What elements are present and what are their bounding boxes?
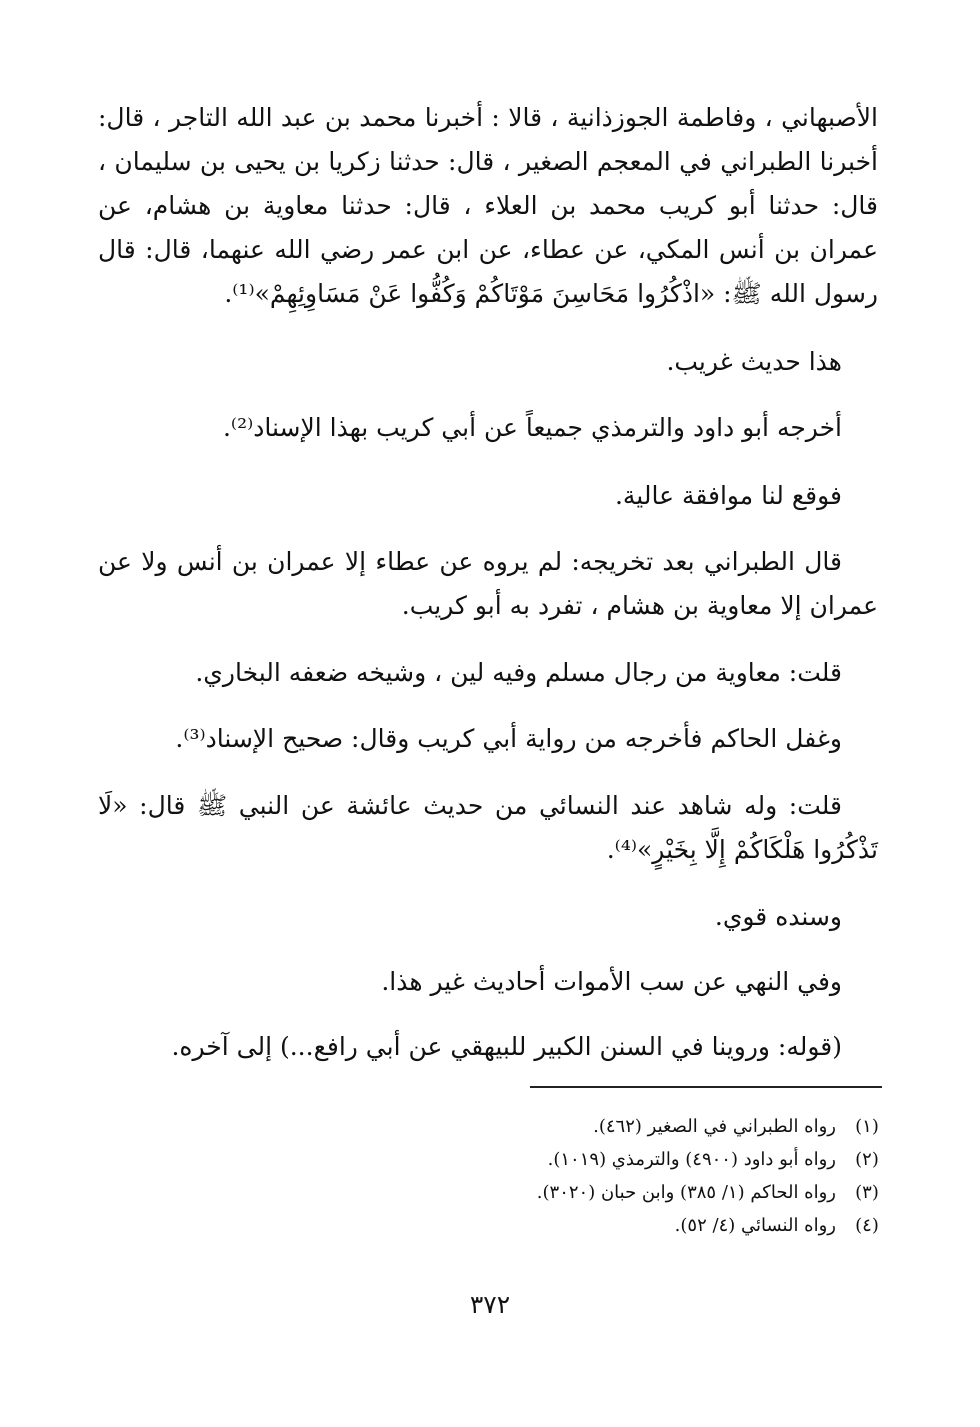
main-text-7 (98, 717, 878, 761)
footnote-text: رواه النسائي (٤/ ٥٢). (674, 1215, 836, 1236)
footnote-text: رواه أبو داود (٤٩٠٠) والترمذي (١٠١٩). (547, 1149, 836, 1170)
paragraph-sanad: وسنده قوي. (714, 902, 842, 931)
main-text-6 (98, 651, 878, 695)
footnote-number: (١) (855, 1116, 879, 1137)
paragraph-hakim: وغفل الحاكم فأخرجه من رواية أبي كريب وقال: صحيح الإسناد⁽³⁾. (175, 724, 842, 753)
footnote-item (300, 1209, 882, 1242)
footnote-item (300, 1110, 882, 1143)
paragraph-isnad: الأصبهاني ، وفاطمة الجوزذانية ، قالا : أخبرنا محمد بن عبد الله التاجر ، قال: أخبرنا الطبراني في المعجم الصغير ، قال: حدثنا زكريا بن يحيى بن سليمان ، قال: حدثنا أبو كريب محمد بن العلاء ، قال: حدثنا معاوية بن هشام، عن عمران بن أنس المكي، عن عطاء، عن ابن عمر رضي الله عنهما، قال: قال رسول الله ﷺ: «اذْكُرُوا مَحَاسِنَ مَوْتَاكُمْ وَكُفُّوا عَنْ مَسَاوِئِهِمْ»⁽¹⁾. (98, 103, 879, 308)
main-text-9 (98, 895, 878, 939)
paragraph-muwafaqa: فوقع لنا موافقة عالية. (614, 481, 842, 510)
paragraph-shahid: قلت: وله شاهد عند النسائي من حديث عائشة عن النبي ﷺ قال: «لَا تَذْكُرُوا هَلْكَاكُمْ إِلَّا بِخَيْرٍ»⁽⁴⁾. (98, 791, 878, 864)
main-text-10 (98, 960, 878, 1004)
page-number: ٣٧٢ (469, 1290, 511, 1319)
main-text-5 (98, 540, 878, 628)
footnote-item (300, 1143, 882, 1176)
footnote-number: (٤) (855, 1215, 879, 1236)
footnote-number: (٣) (855, 1182, 879, 1203)
paragraph-qawluh: (قوله: وروينا في السنن الكبير للبيهقي عن أبي رافع...) إلى آخره. (171, 1032, 842, 1061)
footnote-number: (٢) (855, 1149, 879, 1170)
footnote-item (300, 1176, 882, 1209)
main-text-11 (98, 1025, 878, 1069)
main-text-3 (98, 406, 878, 450)
main-text (98, 96, 878, 316)
main-text-2 (98, 340, 878, 384)
footnotes-list (300, 1110, 882, 1242)
footnote-divider (530, 1086, 882, 1088)
paragraph-gharib: هذا حديث غريب. (666, 347, 842, 376)
paragraph-tabarani: قال الطبراني بعد تخريجه: لم يروه عن عطاء إلا عمران بن أنس ولا عن عمران إلا معاوية بن هشام ، تفرد به أبو كريب. (98, 547, 878, 620)
footnote-text: رواه الحاكم (١/ ٣٨٥) وابن حبان (٣٠٢٠). (536, 1182, 836, 1203)
main-text-8 (98, 784, 878, 872)
footnote-text: رواه الطبراني في الصغير (٤٦٢). (593, 1116, 836, 1137)
paragraph-muawiya: قلت: معاوية من رجال مسلم وفيه لين ، وشيخه ضعفه البخاري. (195, 658, 842, 687)
main-text-4 (98, 474, 878, 518)
paragraph-nahy: وفي النهي عن سب الأموات أحاديث غير هذا. (381, 967, 842, 996)
paragraph-takhrij: أخرجه أبو داود والترمذي جميعاً عن أبي كريب بهذا الإسناد⁽²⁾. (222, 413, 842, 442)
